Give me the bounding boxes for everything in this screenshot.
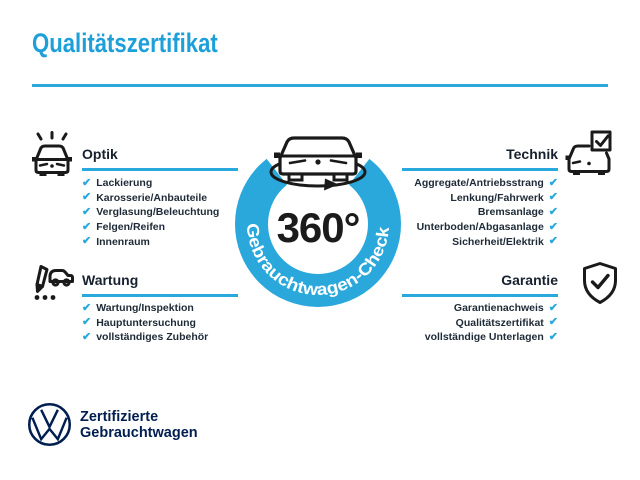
brand-claim-line2: Gebrauchtwagen — [80, 425, 198, 441]
check-item-label: Qualitätszertifikat — [455, 316, 544, 329]
check-item-label: Innenraum — [96, 235, 150, 248]
check-icon: ✔ — [548, 235, 558, 248]
check-icon: ✔ — [548, 205, 558, 218]
check-item-label: Karosserie/Anbauteile — [96, 191, 208, 204]
check-icon: ✔ — [82, 176, 92, 189]
service-checklist-icon — [27, 257, 75, 305]
check-item-label: Sicherheit/Elektrik — [452, 235, 544, 248]
check-icon: ✔ — [548, 176, 558, 189]
vw-logo — [27, 402, 72, 447]
check-icon: ✔ — [82, 330, 92, 343]
section-title-garantie: Garantie — [402, 272, 558, 297]
check-item-label: Verglasung/Beleuchtung — [96, 206, 220, 219]
360-check-emblem — [208, 114, 428, 334]
check-icon: ✔ — [82, 301, 92, 314]
header-divider — [32, 84, 608, 87]
check-icon: ✔ — [548, 220, 558, 233]
shiny-car-icon — [28, 130, 76, 178]
check-item-label: Bremsanlage — [477, 206, 544, 219]
brand-claim-line1: Zertifizierte — [80, 409, 159, 425]
check-item-label: Garantienachweis — [453, 302, 544, 315]
check-icon: ✔ — [548, 330, 558, 343]
page-title: Qualitätszertifikat — [32, 28, 218, 58]
check-item-label: Felgen/Reifen — [96, 221, 166, 234]
check-icon: ✔ — [82, 191, 92, 204]
ring-label-text: Gebrauchtwagen-Check — [242, 222, 393, 300]
check-icon: ✔ — [82, 235, 92, 248]
check-item-label: Hauptuntersuchung — [96, 316, 196, 329]
check-item-label: Lenkung/Fahrwerk — [450, 191, 544, 204]
section-title-optik: Optik — [82, 146, 238, 171]
brand-claim — [80, 409, 198, 441]
check-icon: ✔ — [82, 316, 92, 329]
check-item-label: Wartung/Inspektion — [96, 302, 194, 315]
check-icon: ✔ — [548, 301, 558, 314]
check-item-label: Unterboden/Abgasanlage — [416, 221, 544, 234]
check-item-label: vollständige Unterlagen — [424, 331, 544, 344]
check-icon: ✔ — [548, 316, 558, 329]
section-title-technik: Technik — [402, 146, 558, 171]
check-item-label: vollständiges Zubehör — [96, 331, 209, 344]
check-icon: ✔ — [548, 191, 558, 204]
check-icon: ✔ — [82, 220, 92, 233]
section-title-wartung: Wartung — [82, 272, 238, 297]
check-item-label: Lackierung — [96, 177, 153, 190]
degree-value: 360° — [276, 204, 360, 251]
shield-check-icon — [577, 260, 623, 306]
check-icon: ✔ — [82, 205, 92, 218]
check-item-label: Aggregate/Antriebsstrang — [414, 177, 544, 190]
car-checkbox-icon — [564, 129, 614, 179]
